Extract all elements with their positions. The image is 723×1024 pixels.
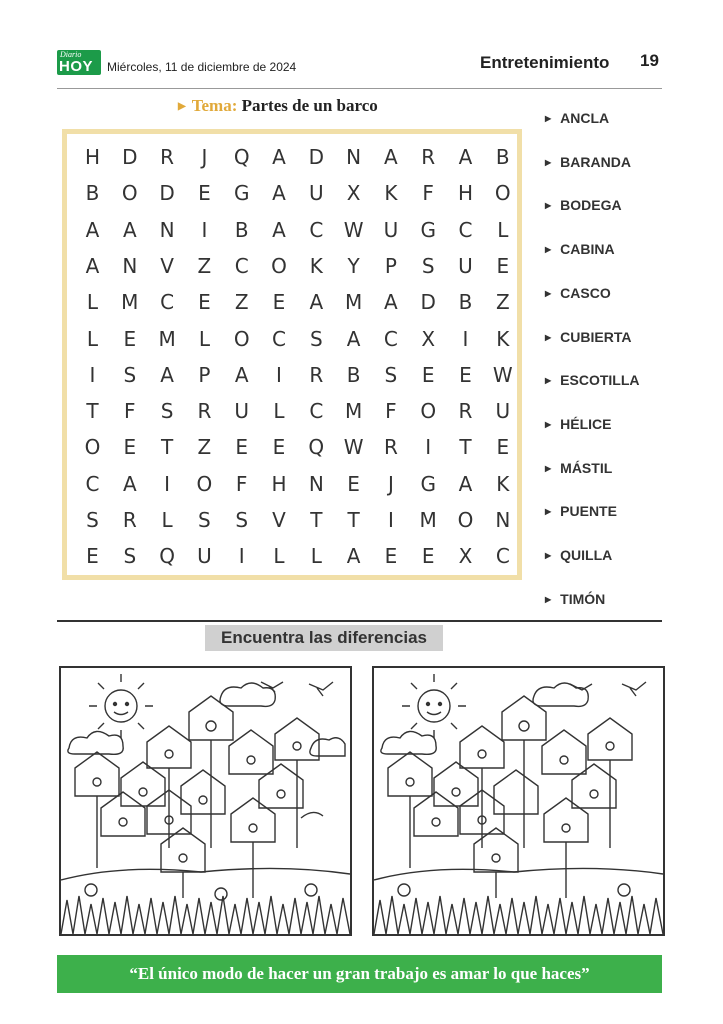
grid-cell: K: [496, 326, 510, 351]
publication-date: Miércoles, 11 de diciembre de 2024: [107, 60, 297, 74]
word-label: HÉLICE: [560, 415, 612, 432]
grid-cell: E: [496, 435, 510, 460]
grid-cell: F: [124, 399, 136, 424]
grid-cell: C: [458, 217, 473, 242]
grid-cell: M: [344, 290, 363, 315]
grid-cell: B: [234, 217, 249, 242]
theme-label: Tema:: [191, 96, 238, 115]
bullet-arrow-icon: ▶: [545, 288, 552, 298]
grid-cell: R: [309, 362, 324, 387]
grid-cell: C: [85, 471, 100, 496]
grid-cell: E: [123, 326, 137, 351]
bullet-arrow-icon: ▶: [545, 463, 552, 473]
grid-cell: E: [198, 290, 211, 315]
grid-cell: M: [344, 399, 363, 424]
bullet-arrow-icon: ▶: [545, 332, 552, 342]
grid-cell: Z: [495, 290, 510, 315]
grid-cell: N: [495, 508, 511, 532]
grid-cell: D: [420, 290, 436, 315]
grid-cell: J: [387, 471, 394, 496]
grid-cell: E: [496, 253, 510, 278]
grid-cell: Q: [233, 145, 250, 169]
grid-cell: T: [347, 508, 360, 532]
grid-cell: D: [308, 145, 324, 169]
grid-cell: G: [233, 181, 250, 206]
word-list-item: [545, 329, 631, 345]
grid-cell: F: [422, 181, 434, 206]
word-list-item: [545, 460, 612, 476]
grid-cell: L: [198, 326, 210, 351]
section-title: Entretenimiento: [480, 53, 610, 72]
grid-cell: N: [159, 217, 175, 242]
grid-cell: T: [86, 399, 99, 424]
grid-cell: Z: [197, 253, 212, 278]
grid-cell: S: [123, 362, 137, 387]
grid-cell: B: [458, 290, 473, 315]
grid-cell: I: [276, 362, 282, 387]
grid-cell: S: [421, 253, 435, 278]
word-label: TIMÓN: [560, 590, 606, 607]
grid-cell: S: [123, 544, 137, 569]
grid-cell: C: [495, 544, 510, 569]
grid-cell: U: [458, 253, 473, 278]
grid-cell: O: [84, 435, 101, 460]
grid-cell: S: [160, 399, 174, 424]
word-list-item: [545, 547, 612, 563]
bullet-arrow-icon: ▶: [545, 376, 552, 386]
grid-cell: Z: [197, 435, 212, 460]
grid-cell: J: [201, 145, 208, 169]
grid-cell: L: [273, 544, 285, 569]
bullet-arrow-icon: ▶: [545, 419, 552, 429]
grid-cell: E: [272, 435, 286, 460]
grid-cell: E: [86, 544, 99, 569]
grid-cell: L: [86, 290, 99, 315]
word-label: ANCLA: [560, 110, 610, 126]
word-label: QUILLA: [560, 547, 613, 563]
grid-cell: O: [457, 508, 474, 532]
grid-cell: I: [462, 326, 469, 351]
word-label: CASCO: [560, 284, 611, 301]
birdhouses-illustration-modified: [374, 668, 663, 934]
word-list-item: [545, 197, 622, 213]
word-search-grid: [62, 129, 522, 580]
grid-cell: R: [197, 399, 212, 424]
word-label: BODEGA: [560, 197, 622, 214]
grid-cell: H: [271, 471, 287, 496]
grid-cell: W: [343, 217, 364, 242]
grid-cell: N: [346, 145, 362, 169]
grid-cell: Q: [159, 544, 175, 569]
word-list-item: [545, 591, 605, 607]
word-list-item: [545, 416, 612, 432]
word-search-theme: [178, 96, 378, 116]
grid-cell: L: [161, 508, 173, 532]
bullet-arrow-icon: ▶: [545, 114, 552, 123]
bullet-arrow-icon: ▶: [545, 551, 552, 560]
grid-cell: L: [86, 326, 99, 351]
grid-cell: A: [122, 217, 137, 242]
word-list-item: [545, 503, 617, 519]
grid-cell: A: [160, 362, 174, 387]
word-label: CABINA: [560, 241, 615, 258]
grid-cell: X: [346, 181, 361, 206]
grid-cell: O: [233, 326, 250, 351]
grid-cell: I: [201, 217, 208, 242]
grid-cell: A: [458, 145, 473, 169]
grid-cell: K: [496, 471, 510, 496]
grid-cell: A: [346, 326, 361, 351]
grid-cell: X: [458, 544, 473, 569]
grid-cell: A: [85, 253, 100, 278]
grid-cell: S: [86, 508, 99, 532]
grid-cell: C: [160, 290, 175, 315]
grid-cell: F: [235, 471, 248, 496]
grid-cell: E: [198, 181, 211, 206]
word-label: BARANDA: [560, 153, 631, 170]
grid-cell: R: [122, 508, 137, 532]
grid-cell: H: [84, 145, 101, 169]
grid-cell: L: [310, 544, 322, 569]
grid-cell: O: [494, 181, 511, 206]
grid-cell: S: [384, 362, 398, 387]
grid-cell: E: [421, 544, 435, 569]
word-list-item: [545, 241, 615, 257]
grid-cell: A: [272, 217, 286, 242]
grid-cell: P: [198, 362, 211, 387]
grid-cell: M: [121, 290, 139, 315]
grid-cell: E: [272, 290, 286, 315]
grid-cell: V: [160, 253, 174, 278]
grid-cell: Q: [308, 435, 325, 460]
logo-big-text: HOY: [59, 58, 94, 75]
section-divider: [57, 620, 662, 622]
word-label: PUENTE: [560, 503, 617, 520]
grid-cell: W: [492, 362, 513, 387]
grid-cell: Y: [347, 253, 360, 278]
grid-cell: A: [458, 471, 473, 496]
grid-cell: A: [272, 145, 286, 169]
grid-cell: S: [309, 326, 323, 351]
grid-cell: O: [121, 181, 138, 206]
grid-cell: R: [160, 145, 175, 169]
grid-cell: I: [164, 471, 171, 496]
word-list-item: [545, 110, 609, 126]
grid-cell: T: [160, 435, 174, 460]
word-label: ESCOTILLA: [560, 372, 640, 389]
grid-cell: U: [308, 181, 324, 206]
grid-cell: C: [383, 326, 398, 351]
grid-cell: A: [309, 290, 324, 315]
grid-cell: I: [238, 544, 245, 569]
grid-cell: I: [425, 435, 432, 460]
grid-cell: B: [346, 362, 361, 387]
grid-cell: R: [421, 145, 436, 169]
grid-cell: O: [271, 253, 287, 278]
grid-cell: A: [85, 217, 100, 242]
theme-text: Partes de un barco: [241, 96, 378, 115]
grid-cell: C: [272, 326, 286, 351]
grid-cell: W: [343, 435, 364, 460]
grid-cell: D: [122, 145, 138, 169]
grid-cell: G: [420, 217, 436, 242]
grid-cell: X: [421, 326, 436, 351]
bullet-arrow-icon: ▶: [545, 507, 552, 517]
grid-cell: C: [309, 399, 324, 424]
grid-cell: E: [347, 471, 360, 496]
grid-cell: A: [346, 544, 361, 569]
grid-cell: O: [420, 399, 437, 424]
grid-cell: C: [309, 217, 324, 242]
grid-cell: E: [421, 362, 435, 387]
word-label: MÁSTIL: [560, 459, 613, 476]
grid-cell: F: [385, 399, 397, 424]
word-label: CUBIERTA: [560, 328, 632, 345]
word-list-item: [545, 154, 631, 170]
newspaper-logo: [57, 50, 101, 75]
grid-cell: I: [387, 508, 394, 532]
grid-cell: Z: [234, 290, 249, 315]
bullet-arrow-icon: ▶: [545, 201, 552, 211]
grid-cell: V: [272, 508, 286, 532]
grid-cell: C: [234, 253, 249, 278]
grid-cell: K: [384, 181, 398, 206]
logo-small-text: Diario: [60, 50, 82, 59]
grid-cell: N: [308, 471, 324, 496]
bullet-arrow-icon: ▶: [545, 245, 552, 255]
grid-cell: T: [310, 508, 323, 532]
header-divider: [57, 88, 662, 89]
theme-arrow-icon: ▶: [178, 101, 186, 112]
grid-cell: U: [197, 544, 212, 569]
grid-cell: L: [497, 217, 509, 242]
birdhouses-illustration: [61, 668, 350, 934]
grid-cell: E: [123, 435, 137, 460]
grid-cell: H: [457, 181, 474, 206]
grid-cell: G: [420, 471, 436, 496]
grid-cell: L: [273, 399, 285, 424]
bullet-arrow-icon: ▶: [545, 594, 552, 604]
differences-title: Encuentra las diferencias: [205, 625, 443, 651]
page-number: 19: [640, 51, 659, 70]
word-list-item: [545, 372, 640, 388]
quote-banner: “El único modo de hacer un gran trabajo es amar lo que haces”: [57, 955, 662, 993]
grid-cell: A: [272, 181, 286, 206]
grid-cell: O: [196, 471, 213, 496]
grid-cell: A: [384, 290, 398, 315]
grid-cell: S: [198, 508, 211, 532]
grid-cell: D: [159, 181, 175, 206]
grid-cell: R: [458, 399, 473, 424]
grid-cell: N: [122, 253, 138, 278]
grid-cell: B: [495, 145, 510, 169]
grid-cell: A: [384, 145, 398, 169]
grid-cell: M: [419, 508, 437, 532]
grid-cell: I: [89, 362, 96, 387]
grid-cell: R: [383, 435, 398, 460]
differences-picture-left: [59, 666, 352, 936]
grid-cell: B: [85, 181, 100, 206]
grid-cell: T: [459, 435, 472, 460]
grid-cell: K: [309, 253, 323, 278]
grid-cell: U: [495, 399, 511, 424]
grid-cell: A: [234, 362, 249, 387]
differences-picture-right: [372, 666, 665, 936]
grid-cell: S: [235, 508, 249, 532]
grid-cell: A: [122, 471, 137, 496]
bullet-arrow-icon: ▶: [545, 157, 552, 167]
grid-cell: E: [459, 362, 472, 387]
word-list-item: [545, 285, 611, 301]
grid-cell: P: [384, 253, 397, 278]
grid-cell: E: [235, 435, 248, 460]
grid-cell: M: [158, 326, 176, 351]
grid-cell: U: [383, 217, 399, 242]
grid-cell: U: [234, 399, 249, 424]
grid-cell: E: [384, 544, 398, 569]
